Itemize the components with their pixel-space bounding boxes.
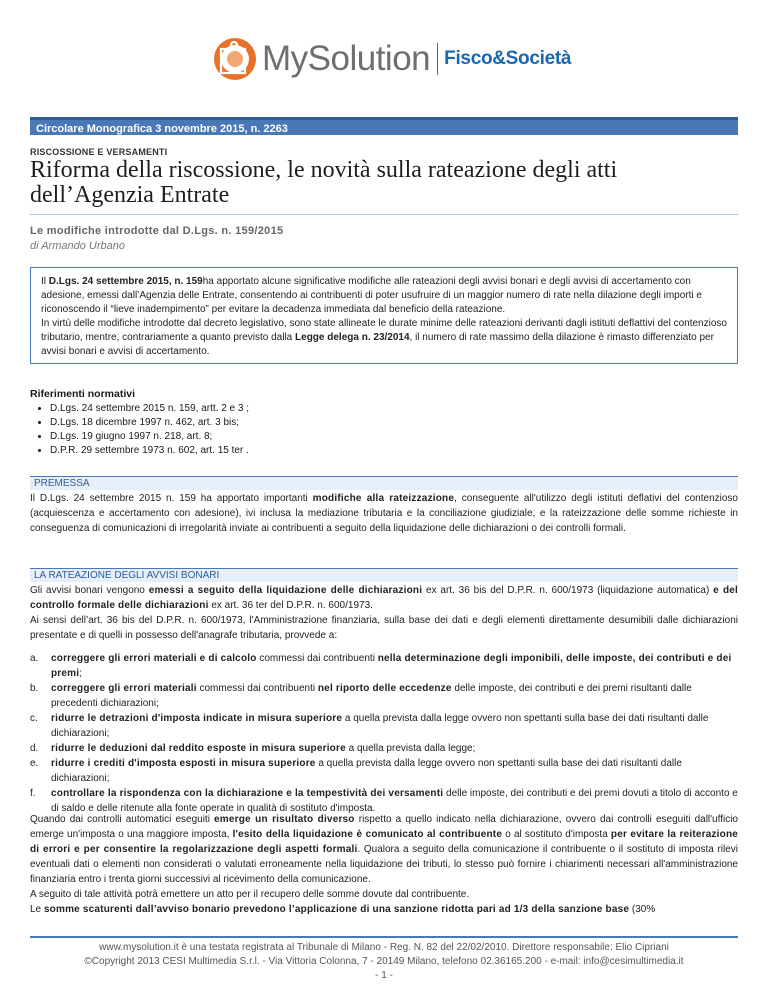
- list-item: e. ridurre i crediti d'imposta esposti in misura superiore a quella prevista dalla legge ovvero non spettanti sulla base dei dati risultanti dalle dichiarazioni;: [30, 758, 682, 784]
- section-keyword: RISCOSSIONE E VERSAMENTI: [30, 147, 168, 157]
- article-title: Riforma della riscossione, le novità sulla rateazione degli atti dell’Agenzia Entrate: [30, 157, 618, 208]
- article-author: di Armando Urbano: [30, 240, 125, 252]
- section-heading-rateazione: LA RATEAZIONE DEGLI AVVISI BONARI: [30, 568, 738, 582]
- decree-link[interactable]: D.Lgs. 24 settembre 2015, n. 159: [48, 276, 203, 287]
- mysolution-logo[interactable]: [211, 33, 571, 85]
- controls-list: [30, 651, 738, 816]
- references-list: [30, 402, 738, 458]
- abstract-text: ha apportato alcune significative modifiche alle rateazioni degli avvisi bonari e degli avvisi di accertamento con adesione, emessi dall’Agenzia delle Entrate, consentendo ai contribuenti di poter usufruire di un maggior numero di rate nella dilazione degli importi e riconoscendo il “lieve inadempimento” per evitare la decadenza immediata dal beneficio della rateazione.: [41, 276, 702, 315]
- references-block: [30, 388, 738, 458]
- page-number: - 1 -: [375, 970, 393, 981]
- list-item: d. ridurre le deduzioni dal reddito esposte in misura superiore a quella prevista dalla legge;: [30, 743, 476, 754]
- list-item: f. controllare la rispondenza con la dichiarazione e la tempestività dei versamenti delle imposte, dei contributi e dei premi dovuti a titolo di acconto e di saldo e delle ritenute alla fonte operate in qualità di sostituto d'imposta.: [30, 788, 738, 814]
- circular-banner: Circolare Monografica 3 novembre 2015, n. 2263: [30, 117, 738, 135]
- logo-puzzle-icon: [211, 35, 259, 83]
- list-item: b. correggere gli errori materiali commessi dai contribuenti nel riporto delle eccedenze delle imposte, dei contributi e dei premi risultanti dalle precedenti dichiarazioni;: [30, 683, 692, 709]
- reference-item[interactable]: • D.P.R. 29 settembre 1973 n. 602, art. 15 ter .: [50, 444, 738, 458]
- closing-text: Quando dai controlli automatici eseguiti emerge un risultato diverso rispetto a quello indicato nella dichiarazione, ovvero dai controlli eseguiti dall'ufficio emerge un'imposta o una maggiore imposta, l'esito della liquidazione è comunicato al contribuente o al sostituto d'imposta per evitare la reiterazione di errori e per consentire la regolarizzazione degli aspetti formali. Qualora a seguito della comunicazione il contribuente o il sostituto di imposta rilevi eventuali dati o elementi non considerati o valutati erroneamente nella liquidazione dei tributi, lo stesso può fornire i chiarimenti necessari all'amministrazione finanziaria entro i trenta giorni successivi al ricevimento della comunicazione. A seguito di tale attività potrà emettere un atto per il recupero delle somme dovute dal contribuente. Le somme scaturenti dall’avviso bonario prevedono l’applicazione di una sanzione ridotta pari ad 1/3 della sanzione base (30%: [30, 814, 739, 915]
- list-item: a. correggere gli errori materiali e di calcolo commessi dai contribuenti nella determinazione degli imponibili, delle imposte, dei contributi e dei premi;: [30, 653, 732, 679]
- logo-brand-text: MySolution: [262, 39, 431, 78]
- logo-sub-brand: Fisco&Società: [444, 48, 572, 69]
- reference-item[interactable]: • D.Lgs. 19 giugno 1997 n. 218, art. 8;: [50, 430, 738, 444]
- abstract-paragraph-1: Il D.Lgs. 24 settembre 2015, n. 159ha apportato alcune significative modifiche alle rateazioni degli avvisi bonari e degli avvisi di accertamento con adesione, emessi dall’Agenzia delle Entrate, consentendo ai contribuenti di poter usufruire di un maggior numero di rate nella dilazione degli importi e riconoscendo il “lieve inadempimento” per evitare la decadenza immediata dal beneficio della rateazione.: [41, 276, 702, 315]
- rateazione-text: Gli avvisi bonari vengono emessi a seguito della liquidazione delle dichiarazioni ex art. 36 bis del D.P.R. n. 600/1973 (liquidazione automatica) e del controllo formale delle dichiarazioni ex art. 36 ter del D.P.R. n. 600/1973. Ai sensi dell’art. 36 bis del D.P.R. n. 600/1973, l'Amministrazione finanziaria, sulla base dei dati e degli elementi direttamente desumibili dalle dichiarazioni presentate e di quelli in possesso dell'anagrafe tributaria, provvede a:: [30, 585, 738, 641]
- reference-item[interactable]: • D.Lgs. 18 dicembre 1997 n. 462, art. 3 bis;: [50, 416, 738, 430]
- abstract-text: , il numero di rate massimo della dilazione è rimasto differenziato per avvisi bonari e avvisi di accertamento.: [41, 332, 714, 357]
- title-divider: [30, 214, 738, 215]
- page-footer: [30, 941, 738, 983]
- abstract-text: In virtù delle modifiche introdotte dal decreto legislativo, sono state allineate le durate minime delle rateazioni derivanti dagli istituti deflattivi del contenzioso tributario, mentre, contrariamente a quanto previsto dalla: [41, 318, 727, 343]
- premessa-text: Il D.Lgs. 24 settembre 2015 n. 159 ha apportato importanti modifiche alla rateizzazione, conseguente all'utilizzo degli istituti deflativi del contenzioso (acquiescenza e accertamento con adesione), ivi inclusa la mediazione tributaria e la conciliazione giudiziale, e la rateizzazione delle somme richieste in conseguenza di comunicazioni di irregolarità inviate ai contribuenti a seguito della liquidazione delle dichiarazioni o dei controlli formali.: [30, 493, 738, 534]
- article-subtitle: Le modifiche introdotte dal D.Lgs. n. 159/2015: [30, 225, 284, 237]
- list-item: c. ridurre le detrazioni d'imposta indicate in misura superiore a quella prevista dalla legge ovvero non spettanti sulla base dei dati risultanti dalle dichiarazioni;: [30, 713, 709, 739]
- footer-line-registration: www.mysolution.it è una testata registrata al Tribunale di Milano - Reg. N. 82 del 22/02/2010. Direttore responsabile: Elio Cipriani: [99, 942, 669, 953]
- law-link[interactable]: Legge delega n. 23/2014: [295, 332, 410, 343]
- abstract-paragraph-2: [41, 317, 727, 359]
- logo-separator: [437, 43, 438, 75]
- abstract-box: [30, 267, 738, 364]
- reference-item[interactable]: • D.Lgs. 24 settembre 2015 n. 159, artt. 2 e 3 ;: [50, 402, 738, 416]
- section-heading-premessa: PREMESSA: [30, 476, 738, 490]
- references-title: Riferimenti normativi: [30, 388, 136, 400]
- footer-line-copyright: ©Copyright 2013 CESI Multimedia S.r.l. - Via Vittoria Colonna, 7 - 20149 Milano, telefono 02.36165.200 - e-mail: info@cesimultimedia.it: [84, 956, 684, 967]
- footer-divider: [30, 936, 738, 938]
